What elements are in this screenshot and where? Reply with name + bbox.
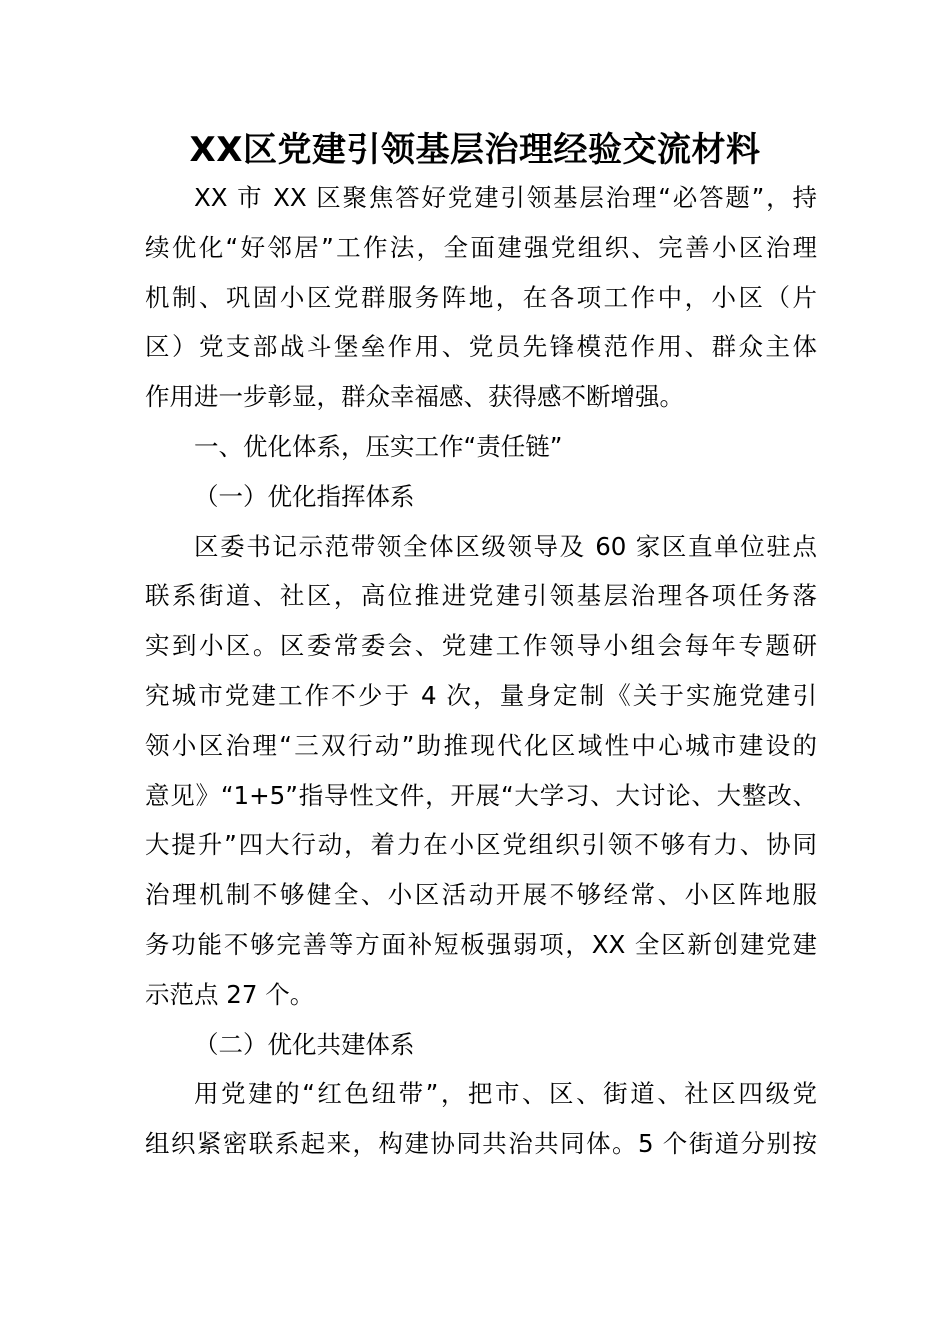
text-line: （一）优化指挥体系 [194, 481, 415, 511]
text-line: 区）党支部战斗堡垒作用、党员先锋模范作用、群众主体 [145, 332, 817, 362]
text-line: 一、优化体系，压实工作“责任链” [194, 431, 563, 461]
text-line: 联系街道、社区，高位推进党建引领基层治理各项任务落 [145, 581, 817, 611]
text-line: 大提升”四大行动，着力在小区党组织引领不够有力、协同 [145, 830, 817, 860]
text-line: 领小区治理“三双行动”助推现代化区域性中心城市建设的 [145, 730, 817, 760]
text-line: （二）优化共建体系 [194, 1029, 415, 1059]
document-title: XX区党建引领基层治理经验交流材料 [189, 130, 761, 170]
text-line: 究城市党建工作不少于 4 次，量身定制《关于实施党建引 [145, 680, 817, 710]
text-line: 示范点 27 个。 [145, 979, 315, 1009]
document-body [145, 173, 817, 1169]
text-line: 作用进一步彰显，群众幸福感、获得感不断增强。 [145, 382, 684, 412]
text-line: 续优化“好邻居”工作法，全面建强党组织、完善小区治理 [145, 232, 817, 262]
text-line: 实到小区。区委常委会、党建工作领导小组会每年专题研 [145, 631, 817, 661]
text-line: 用党建的“红色纽带”，把市、区、街道、社区四级党 [194, 1079, 817, 1109]
text-line: 组织紧密联系起来，构建协同共治共同体。5 个街道分别按 [145, 1129, 817, 1159]
text-line: 机制、巩固小区党群服务阵地，在各项工作中，小区（片 [145, 282, 817, 312]
text-line: 意见》“1+5”指导性文件，开展“大学习、大讨论、大整改、 [145, 780, 817, 810]
text-line: XX 市 XX 区聚焦答好党建引领基层治理“必答题”，持 [194, 183, 817, 212]
text-line: 治理机制不够健全、小区活动开展不够经常、小区阵地服 [145, 880, 817, 910]
text-line: 区委书记示范带领全体区级领导及 60 家区直单位驻点 [194, 531, 817, 561]
text-line: 务功能不够完善等方面补短板强弱项，XX 全区新创建党建 [145, 929, 817, 959]
